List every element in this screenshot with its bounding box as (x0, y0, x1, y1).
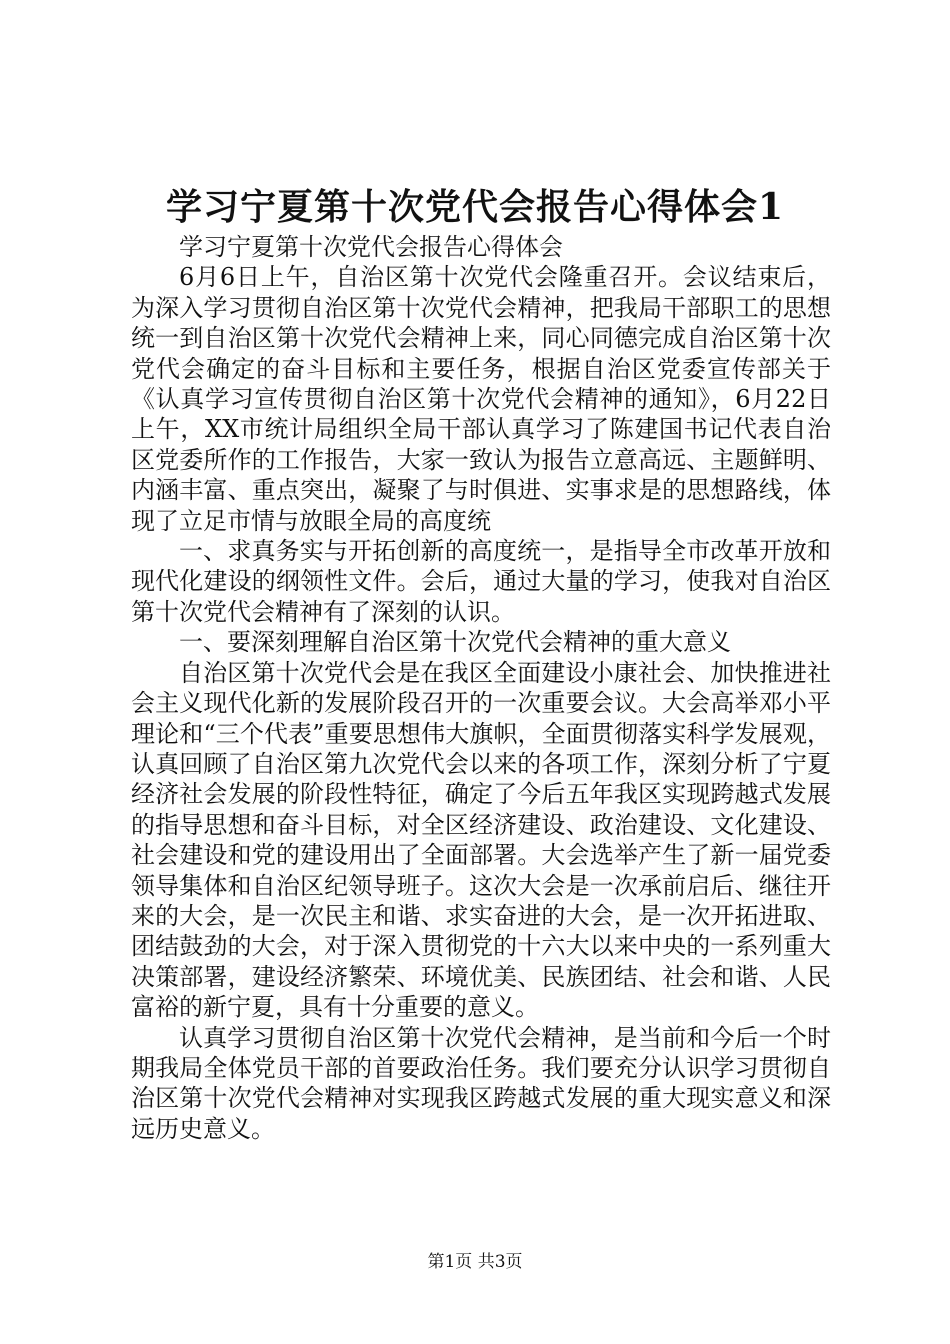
paragraph-congress-overview: 自治区第十次党代会是在我区全面建设小康社会、加快推进社会主义现代化新的发展阶段召开的一次重要会议。大会高举邓小平理论和“三个代表”重要思想伟大旗帜，全面贯彻落实科学发展观，认真回顾了自治区第九次党代会以来的各项工作，深刻分析了宁夏经济社会发展的阶段性特征，确定了今后五年我区实现跨越式发展的指导思想和奋斗目标，对全区经济建设、政治建设、文化建设、社会建设和党的建设用出了全面部署。大会选举产生了新一届党委领导集体和自治区纪领导班子。这次大会是一次承前启后、继往开来的大会，是一次民主和谐、求实奋进的大会，是一次开拓进取、团结鼓劲的大会，对于深入贯彻党的十六大以来中央的一系列重大决策部署，建设经济繁荣、环境优美、民族团结、社会和谐、人民富裕的新宁夏，具有十分重要的意义。 (131, 658, 831, 1022)
page-number-footer: 第1页 共3页 (427, 1252, 523, 1272)
paragraph-unity: 一、求真务实与开拓创新的高度统一，是指导全市改革开放和现代化建设的纲领性文件。会后，通过大量的学习，使我对自治区第十次党代会精神有了深刻的认识。 (131, 537, 831, 626)
document-body (131, 232, 831, 1144)
paragraph-intro: 6月6日上午，自治区第十次党代会隆重召开。会议结束后，为深入学习贯彻自治区第十次党代会精神，把我局干部职工的思想统一到自治区第十次党代会精神上来，同心同德完成自治区第十次党代会确定的奋斗目标和主要任务，根据自治区党委宣传部关于《认真学习宣传贯彻自治区第十次党代会精神的通知》，6月22日上午，XX市统计局组织全局干部认真学习了陈建国书记代表自治区党委所作的工作报告，大家一致认为报告立意高远、主题鲜明、内涵丰富、重点突出，凝聚了与时俱进、实事求是的思想路线，体现了立足市情与放眼全局的高度统 (131, 263, 831, 535)
section-heading-significance: 一、要深刻理解自治区第十次党代会精神的重大意义 (179, 628, 731, 657)
paragraph-subtitle: 学习宁夏第十次党代会报告心得体会 (179, 233, 563, 261)
document-title: 学习宁夏第十次党代会报告心得体会1 (165, 186, 785, 228)
paragraph-political-task: 认真学习贯彻自治区第十次党代会精神，是当前和今后一个时期我局全体党员干部的首要政治任务。我们要充分认识学习贯彻自治区第十次党代会精神对实现我区跨越式发展的重大现实意义和深远历史意义。 (131, 1023, 831, 1143)
